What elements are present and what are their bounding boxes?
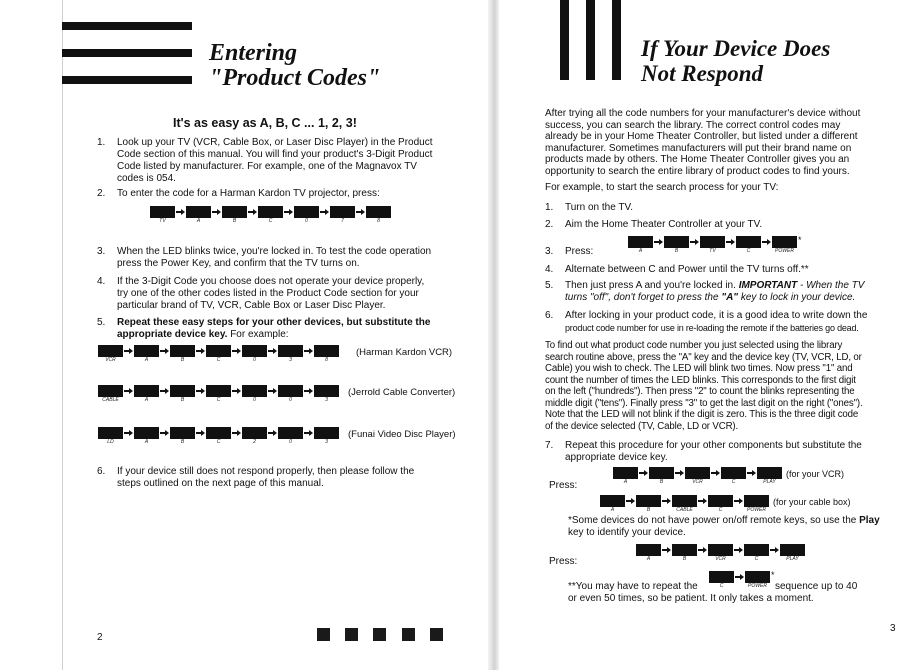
key-block — [757, 467, 782, 479]
key-label: C — [268, 218, 273, 224]
key-label: 0 — [253, 397, 256, 403]
footer-square — [430, 628, 443, 641]
remote-key — [613, 467, 638, 486]
key-block — [664, 236, 689, 248]
key-block — [134, 427, 159, 439]
key-block — [744, 544, 769, 556]
arrow-right-icon — [303, 345, 314, 357]
key-label: 3 — [325, 439, 328, 445]
footer-square — [345, 628, 358, 641]
key-label: A — [610, 507, 615, 513]
key-label: POWER — [747, 507, 766, 513]
example-label-vcr: (Harman Kardon VCR) — [356, 347, 453, 358]
footer-square — [402, 628, 415, 641]
page-number: 3 — [890, 623, 896, 634]
remote-key — [186, 206, 211, 225]
remote-key — [628, 236, 653, 255]
arrow-right-icon — [725, 236, 736, 248]
key-label: 3 — [289, 357, 292, 363]
book-gutter — [488, 0, 499, 670]
arrow-right-icon — [661, 495, 672, 507]
code-lookup-paragraph: To find out what product code number you just selected using the library search routine above, press the "A" key and the device key (TV, VCR, LD, or Cable) you wish to check. The LED will blink two times. Now press "1" and count the number of times the LED blinks. This corresponds to the first digit on the left ("hundreds"). Then press "2" to count the blinks representing the middle digit ("tens"). Finally press "3" to get the last digit on the right ("ones"). Note that the LED will not blink if the digit is zero. This is the three digit code of the device selected (TV, Cable, LD or VCR). — [545, 340, 863, 432]
remote-key — [314, 345, 339, 364]
key-block — [330, 206, 355, 218]
arrow-right-icon — [211, 206, 222, 218]
key-block — [206, 427, 231, 439]
arrow-right-icon — [159, 427, 170, 439]
arrow-right-icon — [267, 345, 278, 357]
key-block — [278, 345, 303, 357]
remote-key — [721, 467, 746, 486]
remote-key — [330, 206, 355, 225]
key-block — [600, 495, 625, 507]
key-label: B — [674, 248, 679, 254]
arrow-right-icon — [761, 236, 772, 248]
key-label: C — [216, 357, 221, 363]
arrow-right-icon — [674, 467, 685, 479]
repeat-note-line1: **You may have to repeat the — [568, 581, 698, 592]
key-block — [242, 385, 267, 397]
remote-key — [366, 206, 391, 225]
key-sequence-cable — [600, 495, 769, 514]
key-block — [628, 236, 653, 248]
remote-key — [708, 495, 733, 514]
key-label: B — [180, 397, 185, 403]
key-block — [736, 236, 761, 248]
arrow-right-icon — [195, 427, 206, 439]
key-block — [700, 236, 725, 248]
arrow-right-icon — [231, 427, 242, 439]
arrow-right-icon — [123, 427, 134, 439]
key-block — [636, 544, 661, 556]
remote-key — [278, 345, 303, 364]
key-block — [636, 495, 661, 507]
arrow-right-icon — [195, 345, 206, 357]
remote-key — [700, 236, 725, 255]
arrow-right-icon — [231, 345, 242, 357]
key-label: 0 — [289, 397, 292, 403]
key-block — [206, 385, 231, 397]
key-label: B — [180, 439, 185, 445]
key-label: C — [746, 248, 751, 254]
key-label: VCR — [105, 357, 116, 363]
key-label: A — [196, 218, 201, 224]
remote-key — [780, 544, 805, 563]
example-label-vcr: (for your VCR) — [786, 469, 845, 479]
key-label: CABLE — [676, 507, 693, 513]
key-label: B — [180, 357, 185, 363]
arrow-right-icon — [303, 427, 314, 439]
remote-key — [672, 495, 697, 514]
subheading: It's as easy as A, B, C ... 1, 2, 3! — [173, 116, 357, 130]
key-sequence-vcr — [98, 345, 339, 364]
arrow-right-icon — [638, 467, 649, 479]
remote-key — [314, 427, 339, 446]
key-block — [258, 206, 283, 218]
key-label: TV — [709, 248, 716, 254]
header-bar — [62, 76, 192, 84]
key-sequence-play — [636, 544, 805, 563]
key-label: 0 — [253, 357, 256, 363]
key-label: A — [144, 439, 149, 445]
key-label: C — [731, 479, 736, 485]
example-line: For example, to start the search process for your TV: — [545, 182, 779, 193]
key-block — [772, 236, 797, 248]
footer-square — [317, 628, 330, 641]
remote-key — [736, 236, 761, 255]
key-block — [98, 427, 123, 439]
key-label: 3 — [325, 397, 328, 403]
key-block — [294, 206, 319, 218]
key-label: C — [216, 439, 221, 445]
remote-key — [685, 467, 710, 486]
key-block — [613, 467, 638, 479]
arrow-right-icon — [267, 427, 278, 439]
key-label: POWER — [775, 248, 794, 254]
key-block — [708, 544, 733, 556]
key-label: TV — [159, 218, 166, 224]
key-block — [242, 345, 267, 357]
key-label: PLAY — [763, 479, 776, 485]
remote-key — [600, 495, 625, 514]
key-sequence-search — [628, 236, 802, 255]
key-label: A — [144, 357, 149, 363]
right-page: If Your Device Does Not Respond After trying all the code numbers for your manufacturer's device without success, you can search the library. The correct control codes may already be in your Home Theater Controller, but listed under a different manufacturer. Sometimes manufacturers will put their brand name on products made by others. The Home Theater Controller gives you an opportunity to search the entire library of product codes to find yours. For example, to start the search process for your TV: 1. Turn on the TV. 2. Aim the Home Theater Controller at your TV. 3. Press: A B TV C POWER * 4. Alternate between C and Power until the TV turns off.** 5. Then just press A and you're locked in. IMPORTANT - When the TV turns "off", don't forget to press the "A" key to lock in your device. 6. After locking in your product code, it is a good idea to write down the product code number for use in re-loading the remote if the batteries go dead. To find out what product code number you just selected using the library search routine above, press the "A" key and the device key (TV, VCR, LD, or Cable) you wish to check. The LED will blink two times. Now press "1" and count the number of times the LED blinks. This corresponds to the first digit on the left ("hundreds"). Then press "2" to count the blinks representing the middle digit ("tens"). Finally press "3" to get the last digit on the right ("ones"). Note that the LED will not blink if the digit is zero. This is the three digit code of the device selected (TV, Cable, LD or VCR). 7. Repeat this procedure for your other components but substitute the appropriate device key. Press: A B VCR C PLAY (for your VCR) A B CABLE C POWER (for your cable box) *Some devices do not have power on/off remote keys, so use the Play key to identify your device. Press: A B VCR C PLAY **You may have to repeat the C POWER * sequence up to 40 or even 50 times, so be patient. It only takes a moment. 3 — [499, 0, 923, 670]
remote-key — [134, 427, 159, 446]
key-block — [150, 206, 175, 218]
arrow-right-icon — [267, 385, 278, 397]
remote-key — [636, 544, 661, 563]
key-block — [649, 467, 674, 479]
key-sequence-repeat — [709, 571, 775, 590]
arrow-right-icon — [231, 385, 242, 397]
arrow-right-icon — [625, 495, 636, 507]
key-label: A — [646, 556, 651, 562]
header-bar — [62, 22, 192, 30]
arrow-right-icon — [319, 206, 330, 218]
remote-key — [672, 544, 697, 563]
remote-key — [294, 206, 319, 225]
press-label: Press: — [549, 556, 578, 567]
remote-key — [134, 345, 159, 364]
remote-key — [772, 236, 797, 255]
key-label: LD — [107, 439, 114, 445]
footer-square — [373, 628, 386, 641]
key-label: B — [659, 479, 664, 485]
remote-key — [150, 206, 175, 225]
key-block — [170, 385, 195, 397]
remote-key — [744, 544, 769, 563]
arrow-right-icon — [175, 206, 186, 218]
header-bar — [612, 0, 621, 80]
key-block — [206, 345, 231, 357]
key-block — [242, 427, 267, 439]
key-label: C — [718, 507, 723, 513]
key-block — [278, 385, 303, 397]
key-block — [721, 467, 746, 479]
key-block — [672, 495, 697, 507]
key-label: POWER — [748, 583, 767, 589]
arrow-right-icon — [710, 467, 721, 479]
remote-key — [314, 385, 339, 404]
key-label: CABLE — [102, 397, 119, 403]
key-block — [709, 571, 734, 583]
key-block — [744, 495, 769, 507]
key-sequence-vcr — [613, 467, 782, 486]
key-block — [314, 427, 339, 439]
key-label: 8 — [325, 357, 328, 363]
remote-key — [98, 385, 123, 404]
key-label: VCR — [715, 556, 726, 562]
key-block — [170, 427, 195, 439]
arrow-right-icon — [734, 571, 745, 583]
arrow-right-icon — [653, 236, 664, 248]
key-label: 0 — [305, 218, 308, 224]
key-label: C — [719, 583, 724, 589]
key-label: 8 — [377, 218, 380, 224]
key-block — [98, 385, 123, 397]
page-number: 2 — [97, 632, 103, 643]
key-block — [98, 345, 123, 357]
arrow-right-icon — [159, 345, 170, 357]
page-edge-line — [62, 0, 63, 670]
key-block — [170, 345, 195, 357]
repeat-note-line1-tail: sequence up to 40 — [775, 581, 858, 592]
arrow-right-icon — [689, 236, 700, 248]
key-label: A — [623, 479, 628, 485]
key-block — [134, 345, 159, 357]
repeat-note-line2: or even 50 times, so be patient. It only takes a moment. — [568, 593, 814, 604]
key-block — [708, 495, 733, 507]
arrow-right-icon — [733, 544, 744, 556]
remote-key — [278, 385, 303, 404]
key-block — [366, 206, 391, 218]
example-label-cable: (Jerrold Cable Converter) — [348, 387, 456, 398]
remote-key — [222, 206, 247, 225]
key-label: 7 — [341, 218, 344, 224]
key-block — [780, 544, 805, 556]
remote-key — [258, 206, 283, 225]
key-label: A — [144, 397, 149, 403]
key-block — [186, 206, 211, 218]
key-label: B — [682, 556, 687, 562]
power-key-note: *Some devices do not have power on/off remote keys, so use the Play key to identify your device. — [568, 515, 880, 538]
arrow-right-icon — [769, 544, 780, 556]
example-label-ld: (Funai Video Disc Player) — [348, 429, 456, 440]
arrow-right-icon — [661, 544, 672, 556]
footnote-asterisk: * — [798, 235, 802, 245]
key-block — [685, 467, 710, 479]
arrow-right-icon — [355, 206, 366, 218]
remote-key — [98, 345, 123, 364]
header-bar — [62, 49, 192, 57]
arrow-right-icon — [697, 544, 708, 556]
remote-key — [745, 571, 770, 590]
remote-key — [170, 427, 195, 446]
key-block — [314, 345, 339, 357]
remote-key — [278, 427, 303, 446]
key-label: C — [216, 397, 221, 403]
key-label: 2 — [253, 439, 256, 445]
remote-key — [170, 385, 195, 404]
key-label: C — [754, 556, 759, 562]
key-block — [672, 544, 697, 556]
remote-key — [206, 427, 231, 446]
press-label: Press: — [549, 480, 578, 491]
remote-key — [242, 345, 267, 364]
key-sequence-cable — [98, 385, 339, 404]
remote-key — [757, 467, 782, 486]
arrow-right-icon — [123, 385, 134, 397]
key-label: A — [638, 248, 643, 254]
arrow-right-icon — [283, 206, 294, 218]
remote-key — [744, 495, 769, 514]
remote-key — [709, 571, 734, 590]
remote-key — [708, 544, 733, 563]
remote-key — [206, 345, 231, 364]
footnote-asterisk: * — [771, 570, 775, 580]
remote-key — [134, 385, 159, 404]
arrow-right-icon — [159, 385, 170, 397]
key-block — [222, 206, 247, 218]
key-label: B — [232, 218, 237, 224]
key-block — [745, 571, 770, 583]
remote-key — [664, 236, 689, 255]
page-title: Entering "Product Codes" — [209, 40, 381, 91]
intro-paragraph: After trying all the code numbers for your manufacturer's device without success, you can search the library. The correct control codes may already be in your Home Theater Controller, but listed under a different manufacturer. Sometimes manufacturers will put their brand name on products made by others. The Home Theater Controller gives you an opportunity to search the entire library of product codes to find yours. — [545, 108, 861, 177]
arrow-right-icon — [697, 495, 708, 507]
key-label: PLAY — [786, 556, 799, 562]
remote-key — [242, 427, 267, 446]
key-label: 0 — [289, 439, 292, 445]
key-block — [134, 385, 159, 397]
arrow-right-icon — [123, 345, 134, 357]
arrow-right-icon — [733, 495, 744, 507]
remote-key — [206, 385, 231, 404]
page-title: If Your Device Does Not Respond — [641, 36, 831, 86]
example-label-cable: (for your cable box) — [773, 497, 851, 507]
arrow-right-icon — [303, 385, 314, 397]
key-block — [278, 427, 303, 439]
arrow-right-icon — [195, 385, 206, 397]
remote-key — [649, 467, 674, 486]
remote-key — [98, 427, 123, 446]
arrow-right-icon — [746, 467, 757, 479]
key-sequence-ld — [98, 427, 339, 446]
remote-key — [636, 495, 661, 514]
remote-key — [170, 345, 195, 364]
remote-key — [242, 385, 267, 404]
left-page: Entering "Product Codes" It's as easy as A, B, C ... 1, 2, 3! 1. Look up your TV (VCR, Cable Box, or Laser Disc Player) in the Product Code section of this manual. You will find your product's 3-Digit Product Code listed by manufacturer. For example, one of the Magnavox TV codes is 054. 2. To enter the code for a Harman Kardon TV projector, press: TV A B C 0 7 8 3. When the LED blinks twice, you're locked in. To test the code operation press the Power Key, and confirm that the TV turns on. 4. If the 3-Digit Code you choose does not operate your device properly, try one of the other codes listed in the Product Code section for your particular brand of TV, VCR, Cable Box or Laser Disc Player. 5. Repeat these easy steps for your other devices, but substitute the appropriate device key. For example: VCR A B C 0 3 8 (Harman Kardon VCR) CABLE A B C 0 0 3 (Jerrold Cable Converter) LD A B C 2 0 3 (Funai Video Disc Player) 6. If your device still does not respond properly, then please follow the steps outlined on the next page of this manual. 2 — [0, 0, 488, 670]
header-bar — [586, 0, 595, 80]
key-label: VCR — [692, 479, 703, 485]
key-block — [314, 385, 339, 397]
key-label: B — [646, 507, 651, 513]
key-sequence-tv — [150, 206, 391, 225]
header-bar — [560, 0, 569, 80]
arrow-right-icon — [247, 206, 258, 218]
